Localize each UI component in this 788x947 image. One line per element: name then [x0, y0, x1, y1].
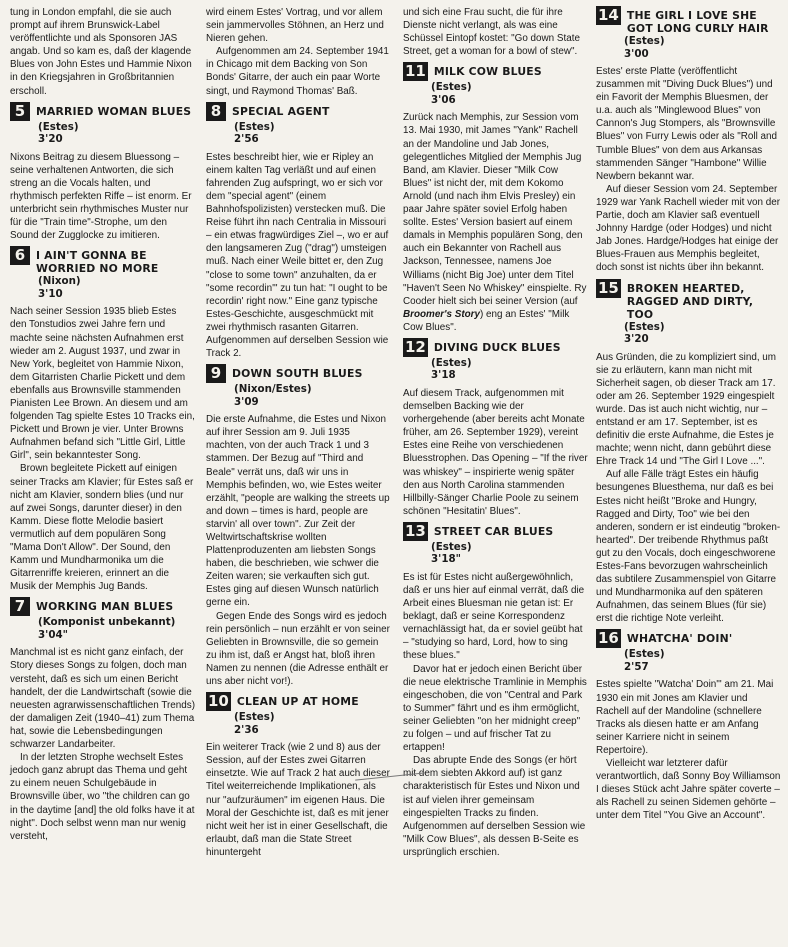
track-artist: (Estes) [624, 320, 665, 333]
track-duration: 2'57 [624, 660, 649, 673]
track-duration: 3'20 [38, 133, 63, 146]
track-artist: (Estes) [431, 356, 472, 369]
column-3 [403, 6, 588, 859]
column-3-intro: und sich eine Frau sucht, die für ihre Dienste nicht verlangt, als was eine Schüssel Eintopf kostet: "Go down State Street, get a woman for a bowl of stew". [403, 7, 580, 58]
track-number: 8 [206, 102, 226, 121]
track-title: I AIN'T GONNA BE WORRIED NO MORE [36, 249, 159, 276]
track-number: 7 [10, 597, 30, 616]
paragraph: Das abrupte Ende des Songs (er hört mit dem siebten Akkord auf) ist ganz charakteristisch für Estes und Nixon und ist auf vielen ihrer gemeinsam eingespielten Tracks zu finden. Aufgenommen auf derselben Session wie "Milk Cow Blues", als dessen B-Seite es ursprünglich erschien. [403, 755, 586, 858]
track-5 [10, 102, 195, 146]
track-title: DOWN SOUTH BLUES [232, 367, 363, 381]
track-duration: 3'06 [431, 93, 456, 106]
track-14 [596, 6, 782, 60]
track-number: 11 [405, 62, 426, 81]
track-11 [403, 62, 588, 106]
track-number: 12 [405, 337, 426, 356]
column-1 [10, 6, 195, 843]
track-7 [10, 597, 195, 641]
paragraph: Auf alle Fälle trägt Estes ein häufig besungenes Bluesthema, nur daß es bei Estes nicht heißt "Broke and Hungry, Ragged and Dirty, Too" wie bei den anderen, sondern er ist eindeutig "broken-hearted". Der treibende Rhythmus paßt gut zu den Vocals, doch eingeschworene Estes-Fans bevorzugen wahrscheinlich das subtilere Zusammenspiel von Gitarre und Mundharmonika auf den späteren Aufnahmen, das seinem Blues (für sie) erst die richtige Note verleiht. [596, 469, 781, 625]
track-title: MARRIED WOMAN BLUES [36, 104, 192, 118]
paragraph: Auf diesem Track, aufgenommen mit demselben Backing wie der vorhergehende (aber bereits acht Monate früher, am 26. September 1929), vereint Estes eine Reihe von verschiedenen Bluesstrophen. Das Opening – "If the river was whiskey" – inspirierte wenig später den aus North Carolina stammenden Hillbilly-Sänger Charlie Poole zu seinem schönen "Hesitatin' Blues". [403, 387, 588, 517]
track-duration: 2'36 [234, 723, 259, 736]
track-artist: (Nixon/Estes) [234, 383, 312, 396]
track-duration: 3'09 [234, 395, 259, 408]
paragraph: Davor hat er jedoch einen Bericht über die neue elektrische Tramlinie in Memphis eingeschoben, die von "Central and Park to Summer" fährt und es ihm ermöglicht, seiner Geliebten "on her midnight creep" zu folgen – und auf frischer Tat zu ertappen! [403, 663, 587, 754]
track-9 [206, 364, 391, 408]
column-2 [206, 6, 391, 859]
paragraph: Vielleicht war letzterer dafür verantwortlich, daß Sonny Boy Williamson I dieses Stück acht Jahre später coverte – als Rachell zu seinen Sidemen gehörte – unter dem Titel "You Give an Account". [596, 758, 781, 822]
track-title: THE GIRL I LOVE SHE GOT LONG CURLY HAIR [626, 9, 769, 35]
paragraph: Manchmal ist es nicht ganz einfach, der Story dieses Songs zu folgen, doch man versteht, daß es sich um einen Bericht handelt, der die Landwirtschaft (sowie die neuesten agrarwissenschaftlichen Trends) der damaligen Zeit (1940–41) zum Thema hat, sowie die Lebensbedingungen schwarzer Landarbeiter. [10, 647, 195, 751]
paragraph: Aus Gründen, die zu kompliziert sind, um sie zu erläutern, kann man nicht mit Sicherheit sagen, ob dieser Track am 17. oder am 26. September 1929 eingespielt wurde. Das ist auch nicht wichtig, nur – entstand er am 17. September, ist es definitiv die erste Aufnahme, die Estes je machte; wenn nicht, dann gebührt diese Ehre Track 14 und "The Girl I Love ...". [596, 351, 777, 468]
track-title: MILK COW BLUES [433, 65, 542, 79]
paragraph: Estes' erste Platte (veröffentlicht zusammen mit "Diving Duck Blues") und ein Favorit der Memphis Bluesmen, der u.a. auch als "Minglewood Blues" von Cannon's Jug Stompers, als "Brownsville Blues" von Furry Lewis oder als "Roll and Tumble Blues" von dem aus Arkansas stammenden Sänger "Hambone" Willie Newbern bekannt war. [596, 66, 777, 182]
track-number: 16 [598, 629, 619, 648]
paragraph: Nixons Beitrag zu diesem Bluessong – seine verhaltenen Antworten, die sich streng an die Vocals halten, und rhythmisch perfekten Riffe – ist enorm. Er unterbricht sein rhythmisches Muster nur für die "Train time"-Strophe, um den Sound der Zugglocke zu imitieren. [10, 151, 192, 242]
track-artist: (Komponist unbekannt) [38, 616, 176, 629]
track-number: 13 [405, 521, 426, 540]
paragraph: Aufgenommen am 24. September 1941 in Chicago mit dem Backing von Son Bonds' Gitarre, der auch ein paar Worte singt, und Raymond Thomas' Baß. [206, 46, 389, 97]
track-title: DIVING DUCK BLUES [433, 340, 561, 354]
column-2-intro: wird einem Estes' Vortrag, und vor allem sein jammervolles Stöhnen, an Herz und Nieren gehen. [206, 7, 384, 45]
track-duration: 3'18" [431, 553, 462, 566]
track-15 [596, 279, 782, 346]
column-1-intro: tung in London empfahl, die sie auch prompt auf ihrem Brunswick-Label veröffentlichte und als Sponsoren JAS angab. Und so kam es, daß der klagende Blues von John Estes und Hammie Nixon in den Kriegsjahren in Großbritannien erscholl. [10, 7, 192, 97]
track-12 [403, 338, 588, 382]
paragraph: Die erste Aufnahme, die Estes und Nixon auf ihrer Session am 9. Juli 1935 machten, von der auch Track 1 und 3 stammen. Der Bezug auf "Third and Beale" verrät uns, daß wir uns in Memphis befinden, wo, wie Estes weiter erzählt, "people are walking the streets up and down – times is hard, people are starvin' all over town". Zur Zeit der Weltwirtschaftskrise wollten Plattenproduzenten am liebsten Songs haben, die beschrieben, wie schwer die Zeiten waren; sie verkauften sich gut. Estes ging auf diesen Wunsch natürlich gerne ein. [206, 414, 390, 609]
track-title: CLEAN UP AT HOME [236, 695, 359, 709]
track-artist: (Estes) [431, 540, 472, 553]
track-artist: (Estes) [624, 35, 665, 47]
paragraph: Nach seiner Session 1935 blieb Estes den Tonstudios zwei Jahre fern und machte seine nächsten Aufnahmen erst wieder am 2. August 1937, und zwar in New York, begleitet von Hammie Nixon, dem Gitarristen Charlie Pickett und dem ebenfalls aus Brownsville stammenden Pianisten Lee Brown. An diesem und am folgenden Tag spielte Estes 10 Tracks ein, Pickett und Brown je vier. Unter Browns Aufnahmen befand sich "Little Girl, Little Girl", sein bekanntester Song. [10, 306, 195, 462]
track-16 [596, 629, 782, 673]
paragraph: Estes spielte "Watcha' Doin'" am 21. Mai 1930 ein mit Jones am Klavier und Rachell auf der Mandoline (schnellere Tracks als diesen hatte er am Anfang seiner Karriere nicht in seinem Repertoire). [596, 679, 774, 756]
paragraph-text-end: ) eng an Estes' "Milk Cow Blues". [403, 308, 570, 333]
track-number: 14 [598, 6, 619, 24]
track-artist: (Estes) [38, 120, 79, 133]
track-duration: 3'18 [431, 369, 456, 382]
paragraph [403, 111, 588, 334]
track-artist: (Estes) [234, 120, 275, 133]
track-artist: (Estes) [234, 711, 275, 724]
track-number: 10 [208, 692, 229, 711]
paragraph: Auf dieser Session vom 24. September 1929 war Yank Rachell wieder mit von der Partie, doch am Klavier saß eventuell Johnny Hardge (oder Hodges) und nicht Jab Jones. Hardge/Hodges hat einige der Blues-Frauen aus Memphis begleitet, doch sonst ist nichts über ihn bekannt. [596, 183, 781, 274]
paragraph: Es ist für Estes nicht außergewöhnlich, daß er uns hier auf einmal verrät, daß die Arbeit eines Bluesman nie getan ist: Er beklagt, daß er seine Korrespondenz vernachlässigt hat, da er soviel geübt hat – "studying so hard, Lord, how to sing these blues." [403, 571, 585, 662]
track-13 [403, 522, 588, 566]
track-title: WORKING MAN BLUES [36, 600, 174, 614]
track-number: 5 [10, 102, 30, 121]
track-number: 9 [206, 364, 226, 383]
track-duration: 2'56 [234, 133, 259, 146]
column-4 [596, 6, 782, 823]
track-6 [10, 246, 195, 300]
track-10 [206, 692, 391, 736]
paragraph: Estes beschreibt hier, wie er Ripley an einem kalten Tag verläßt und auf einen fahrenden Zug aufspringt, wo er sich vor dem "special agent" (einem Bahnhofspolizisten) verstecken muß. Die Reise führt ihn nach Centralia in Missouri – ein etwas fragwürdiges Ziel –, wo er auf den langsameren Zug ("drag") umsteigen muß. Nach einer Weile bittet er, den Zug "close to some town" anzuhalten, da er "some recordin'" zu tun hat: "I ought to be recordin' right now." Eine ganz typische Estes-Geschichte, ausgeschmückt mit zwei rhythmisch rasanten Gitarren. Aufgenommen auf derselben Session wie Track 2. [206, 151, 389, 360]
paragraph: Gegen Ende des Songs wird es jedoch rein persönlich – nun erzählt er von seiner Geliebten in Brownsville, die so gemein zu ihm ist, daß er Angst hat, bloß ihren Namen zu nennen (die Adresse enthält er uns aber nicht vor!). [206, 610, 390, 688]
paragraph-text: Zurück nach Memphis, zur Session vom 13. Mai 1930, mit James "Yank" Rachell an der Mandoline und Jab Jones, gelegentliches Mitglied der Memphis Jug Band, am Klavier. Dieser "Milk Cow Blues" ist nicht der, mit dem Kokomo Arnold (und nach ihm Elvis Presley) ein paar Jahre später soviel Erfolg haben sollte. Estes' Version basiert auf einem damals in Memphis populären Song, den auch ein Bekannter von Rachell aus Jackson, Tennessee, namens Joe Williams (nicht Big Joe) unter dem Titel "Haven't Seen No Whiskey" einspielte. Ry Cooder hielt sich bei seiner Version (auf [403, 112, 587, 307]
track-title: STREET CAR BLUES [433, 524, 554, 538]
track-number: 15 [598, 278, 619, 297]
album-title: Broomer's Story [403, 308, 480, 320]
paragraph: Brown begleitete Pickett auf einigen seiner Tracks am Klavier; für Estes saß er nicht am Klavier, sondern blies (und nur auf zwei Songs, darunter dieser) in den Kamm. Diese flotte Melodie basiert vermutlich auf dem populären Song "Mama Don't Allow". Der Sound, den Kamm und Mundharmonika um die Gitarrenriffe kreieren, erinnert an die Musik der Memphis Jug Bands. [10, 463, 194, 593]
track-artist: (Nixon) [38, 275, 81, 288]
track-duration: 3'00 [624, 47, 649, 60]
track-number: 6 [10, 246, 30, 265]
paragraph: In der letzten Strophe wechselt Estes jedoch ganz abrupt das Thema und geht zu einem neuen Schulgebäude in Brownsville über, wo "the children can go in the daytime [and] the old folks have it at night". Doch selbst wenn man nur wenig versteht, [10, 752, 195, 842]
track-duration: 3'04" [38, 628, 69, 641]
paragraph: Ein weiterer Track (wie 2 und 8) aus der Session, auf der Estes zwei Gitarren einsetzte. Wie auf Track 2 hat auch dieser Titel weiterreichende Implikationen, als nur "aufzuräumen" im eigenen Haus. Die Moral der Geschichte ist, daß es mit jener nicht weit her ist in einer Gesellschaft, die erlaubt, daß man die State Street hinuntergeht [206, 742, 390, 858]
track-title: WHATCHA' DOIN' [626, 632, 733, 646]
track-duration: 3'20 [624, 333, 649, 345]
track-title: SPECIAL AGENT [232, 104, 330, 118]
track-artist: (Estes) [431, 81, 472, 94]
track-title: BROKEN HEARTED, RAGGED AND DIRTY, TOO [626, 281, 754, 321]
track-duration: 3'10 [38, 287, 63, 300]
track-8 [206, 102, 391, 146]
track-artist: (Estes) [624, 648, 665, 661]
